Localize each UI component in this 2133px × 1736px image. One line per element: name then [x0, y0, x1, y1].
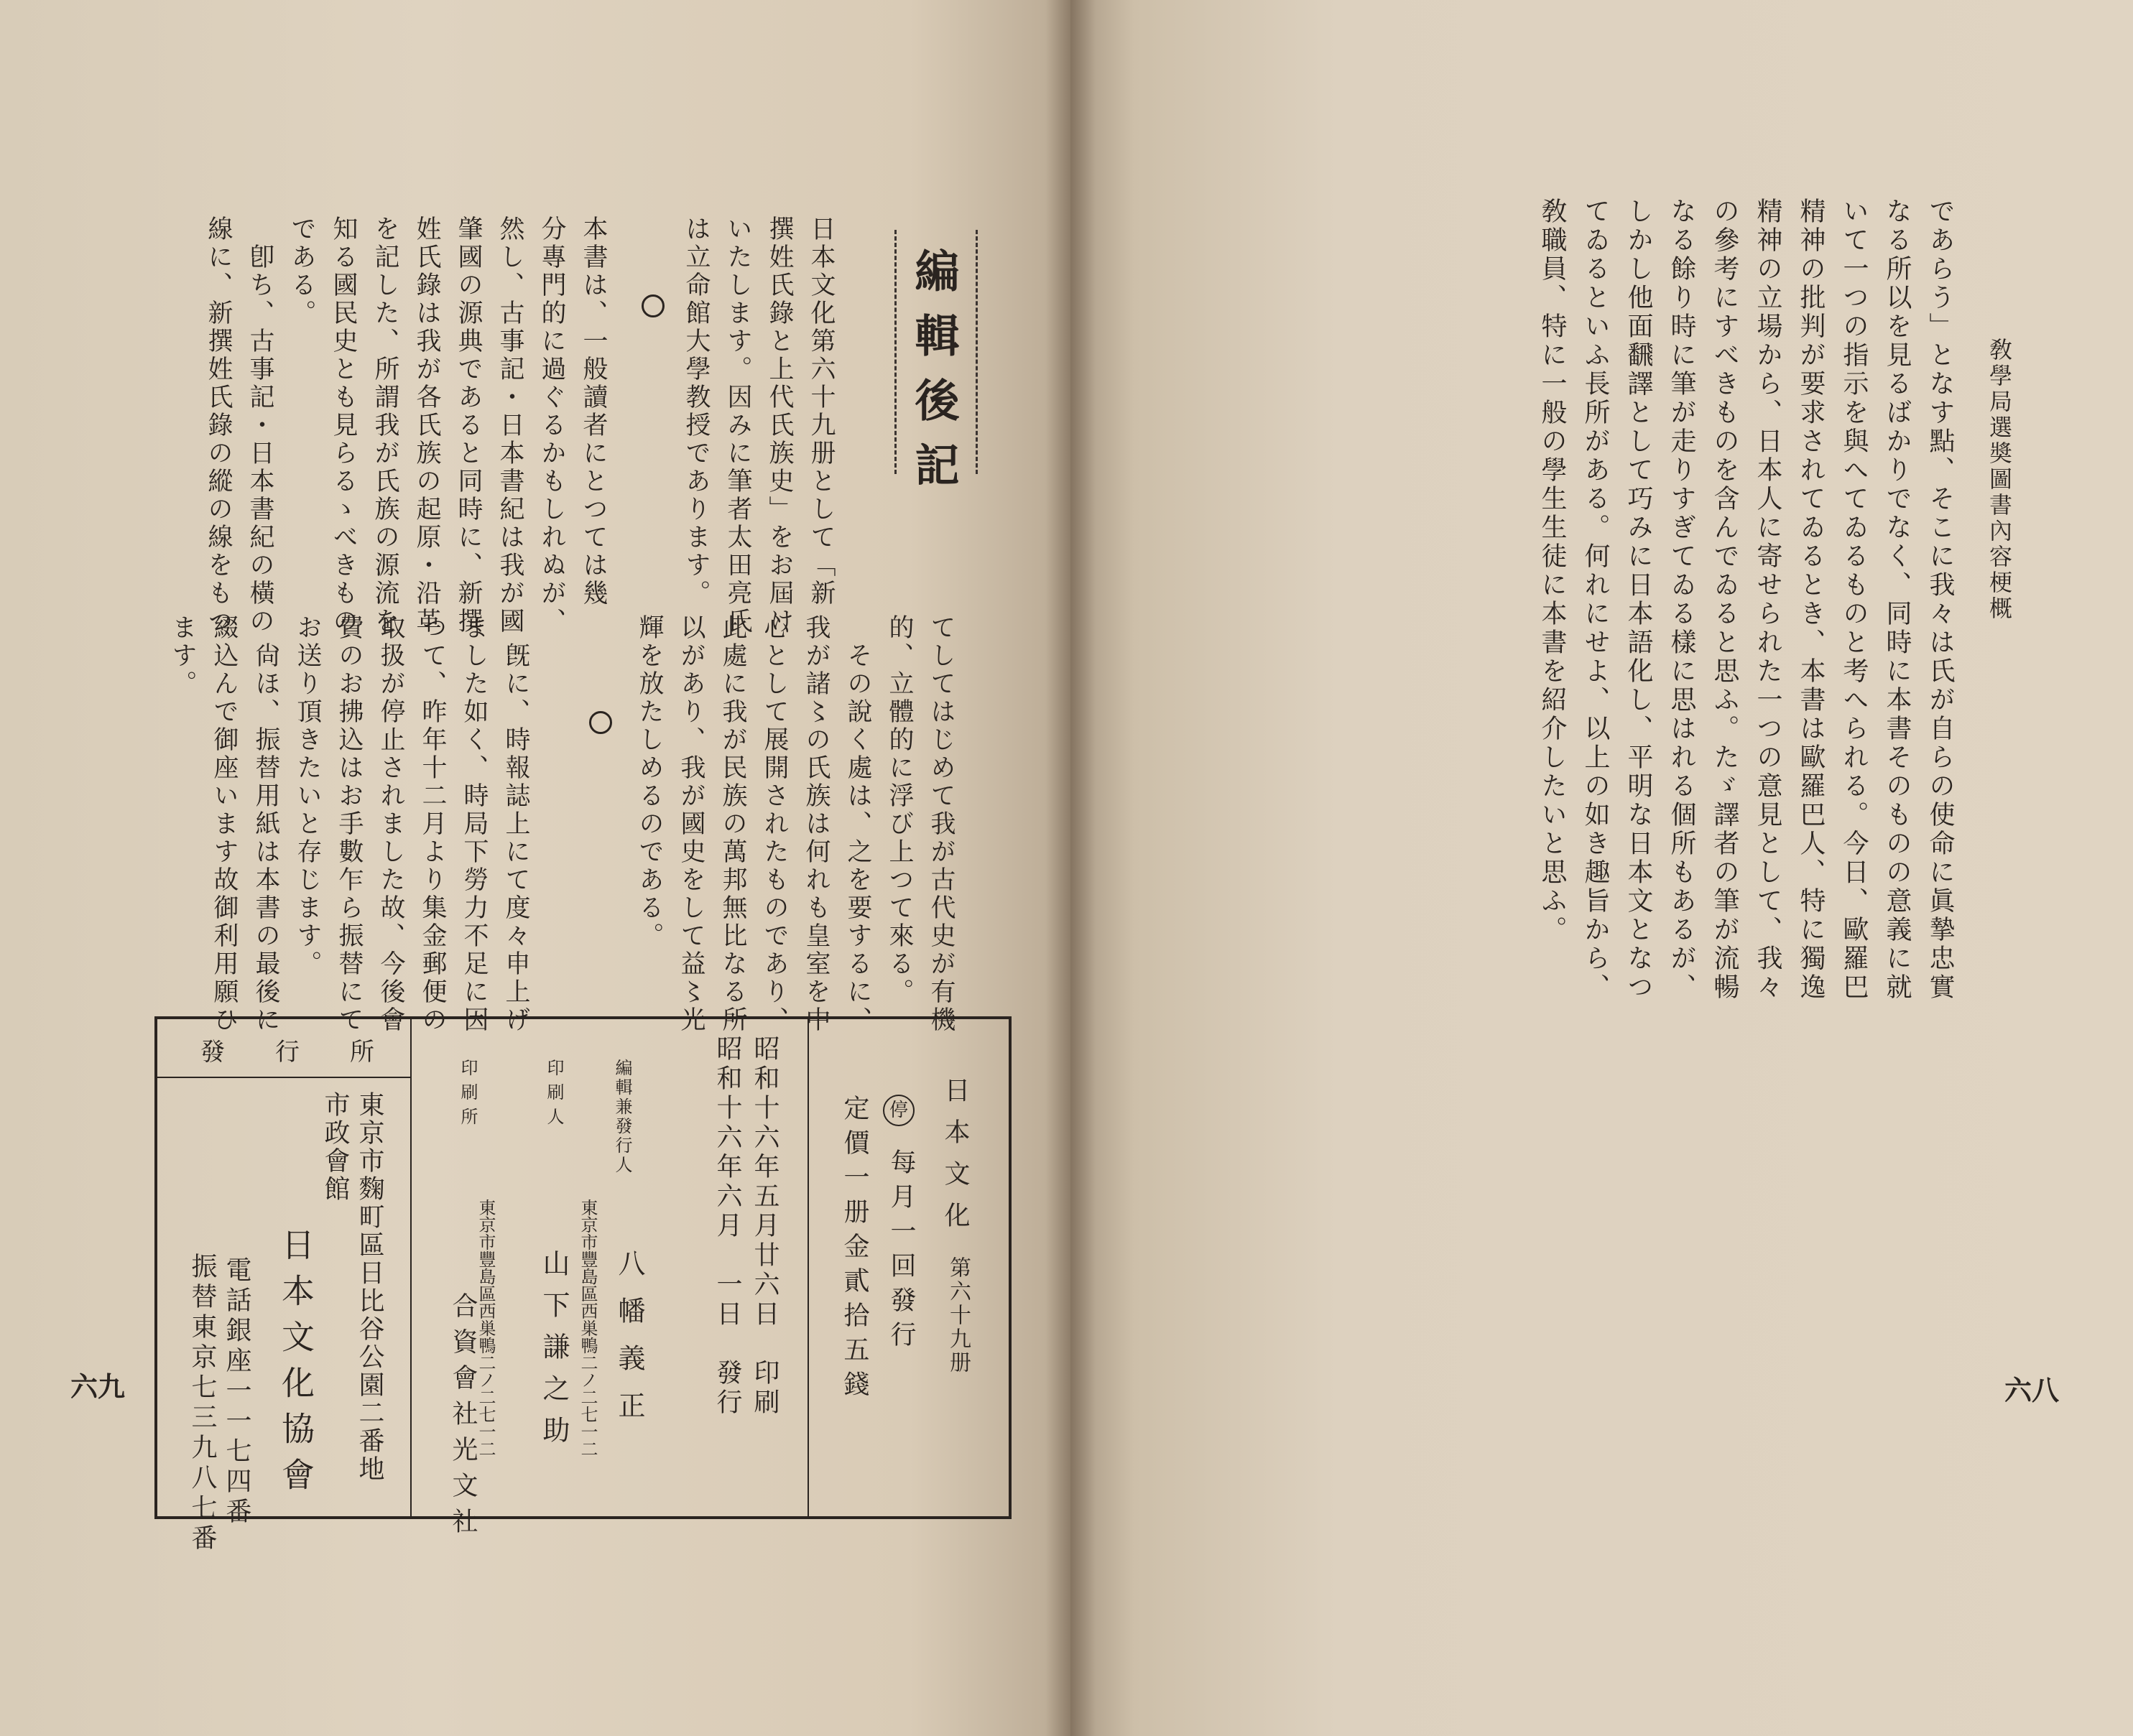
- right-page-body: [1530, 198, 1961, 1131]
- text-line: 然し、古事記・日本書紀は我が國: [496, 215, 524, 636]
- text-line: の參考にすべきものを含んでゐると思ふ。たゞ譯者の筆が流暢: [1710, 198, 1739, 1002]
- text-line: 的、立體的に浮び上つて來る。: [885, 614, 914, 1006]
- section-3: [629, 614, 962, 1034]
- publisher-phone: 電話銀座一一七四番: [222, 1256, 251, 1528]
- colophon-divider: [808, 1019, 809, 1516]
- volume-number: 第六十九册: [945, 1256, 971, 1375]
- text-line: 本書は、一般讀者にとつては幾: [579, 215, 608, 608]
- text-line: 旣に、時報誌上にて度々申上げ: [501, 614, 530, 1034]
- publication-frequency: 每月一回發行: [887, 1148, 916, 1355]
- text-line: なる所以を見るばかりでなく、同時に本書そのものの意義に就: [1882, 198, 1912, 1002]
- section-divider-circle: [589, 711, 612, 734]
- text-line: を記した、所謂我が氏族の源流を: [371, 215, 399, 636]
- text-line: である。: [287, 215, 316, 328]
- text-line: 以があり、我が國史をして益〻光: [677, 614, 705, 1034]
- left-page-number: 六九: [70, 1370, 126, 1403]
- text-line: しかし他面飜譯として巧みに日本語化し、平明な日本文となつ: [1624, 198, 1653, 1002]
- publisher-label: 發行所: [200, 1038, 425, 1067]
- printer-label: 印刷人: [544, 1059, 564, 1132]
- editor-name: 八幡義正: [614, 1249, 645, 1439]
- text-line: 知る國民史とも見らるゝべきもの: [329, 215, 358, 636]
- publisher-name: 日本文化協會: [277, 1227, 315, 1503]
- print-office-label: 印刷所: [458, 1059, 478, 1132]
- text-line: お送り頂きたいと存じます。: [293, 614, 322, 978]
- text-line: てしてはじめて我が古代史が有機: [927, 614, 956, 1034]
- stamp-icon: 停: [883, 1095, 915, 1126]
- section-divider-circle: [642, 294, 665, 317]
- text-line: 精神の立場から、日本人に寄せられた一つの意見として、我々: [1753, 198, 1782, 1002]
- stamp-mark: [883, 1095, 915, 1126]
- text-line: 卽ち、古事記・日本書紀の橫の: [246, 215, 274, 636]
- section-1: [675, 215, 842, 636]
- text-line: 取扱が停止されました故、今後會: [376, 614, 405, 1034]
- text-line: 費のお拂込はお手數乍ら振替にて: [335, 614, 364, 1034]
- text-line: 分專門的に過ぐるかもしれぬが、: [537, 215, 566, 636]
- colophon-divider: [410, 1019, 412, 1516]
- text-line: 輝を放たしめるのである。: [635, 614, 664, 950]
- publisher-transfer: 振替東京七三九八七番: [188, 1253, 217, 1554]
- publisher-address: 東京市麴町區日比谷公園二番地: [355, 1091, 384, 1483]
- print-office-name: 合資會社光文社: [448, 1292, 478, 1544]
- text-line: 姓氏錄は我が各氏族の起原・沿革: [412, 215, 441, 636]
- publication-title: 日本文化: [940, 1077, 970, 1243]
- text-line: 綴込んで御座います故御利用願ひ: [210, 614, 239, 1034]
- text-line: 心として展開されたものであり、: [760, 614, 789, 1034]
- text-line: 此處に我が民族の萬邦無比なる所: [718, 614, 747, 1034]
- section-2: [198, 215, 614, 636]
- text-line: なる餘り時に筆が走りすぎてゐる樣に思はれる個所もあるが、: [1667, 198, 1696, 1002]
- text-line: 線に、新撰姓氏錄の縱の線をもつ: [204, 215, 233, 636]
- text-line: てゐるといふ長所がある。何れにせよ、以上の如き趣旨から、: [1581, 198, 1610, 1002]
- publication-price: 定價一册金貳拾五錢: [840, 1095, 869, 1405]
- editor-address: 東京市豐島區西巣鴨二ノ二七一二: [578, 1199, 598, 1457]
- text-line: 敎職員、特に一般の學生生徒に本書を紹介したいと思ふ。: [1537, 198, 1567, 944]
- text-line: いて一つの指示を與へてゐるものと考へられる。今日、歐羅巴: [1839, 198, 1869, 1002]
- printer-name: 山下謙之助: [538, 1249, 570, 1457]
- right-page-number: 六八: [2004, 1374, 2060, 1406]
- editor-label: 編輯兼發行人: [612, 1059, 632, 1175]
- text-line: その說く處は、之を要するに、: [843, 614, 872, 1034]
- text-line: は立命館大學教授であります。: [682, 215, 711, 608]
- colophon-box: [154, 1016, 1012, 1554]
- text-line: つて、昨年十二月より集金郵便の: [418, 614, 447, 1034]
- text-line: 尙ほ、振替用紙は本書の最後に: [251, 614, 280, 1034]
- print-date: 昭和十六年五月廿六日 印刷: [750, 1035, 779, 1418]
- section-4: [162, 614, 537, 1034]
- text-line: 撰姓氏錄と上代氏族史」をお屆け: [765, 215, 794, 636]
- right-page-header: 敎學局選奬圖書內容梗概: [1986, 338, 2013, 622]
- text-line: 精神の批判が要求されてゐるとき、本書は歐羅巴人、特に獨逸: [1796, 198, 1826, 1002]
- text-line: ました如く、時局下勞力不足に因: [460, 614, 489, 1034]
- colophon-divider: [157, 1077, 410, 1078]
- issue-date: 昭和十六年六月 一日 發行: [713, 1035, 742, 1418]
- text-line: ます。: [168, 614, 197, 698]
- text-line: であらう」となす點、そこに我々は氏が自らの使命に眞摯忠實: [1925, 198, 1955, 1002]
- text-line: 日本文化第六十九册として「新: [807, 215, 836, 608]
- text-line: 肇國の源典であると同時に、新撰: [454, 215, 483, 636]
- page-heading: 編輯後記: [907, 248, 960, 506]
- text-line: 我が諸〻の氏族は何れも皇室を中: [802, 614, 830, 1034]
- book-gutter: [1045, 0, 1096, 1736]
- print-office-address: 東京市豐島區西巣鴨二ノ二七一二: [476, 1199, 496, 1457]
- publisher-building: 市政會館: [320, 1091, 350, 1203]
- text-line: いたします。因みに筆者太田亮氏: [723, 215, 752, 636]
